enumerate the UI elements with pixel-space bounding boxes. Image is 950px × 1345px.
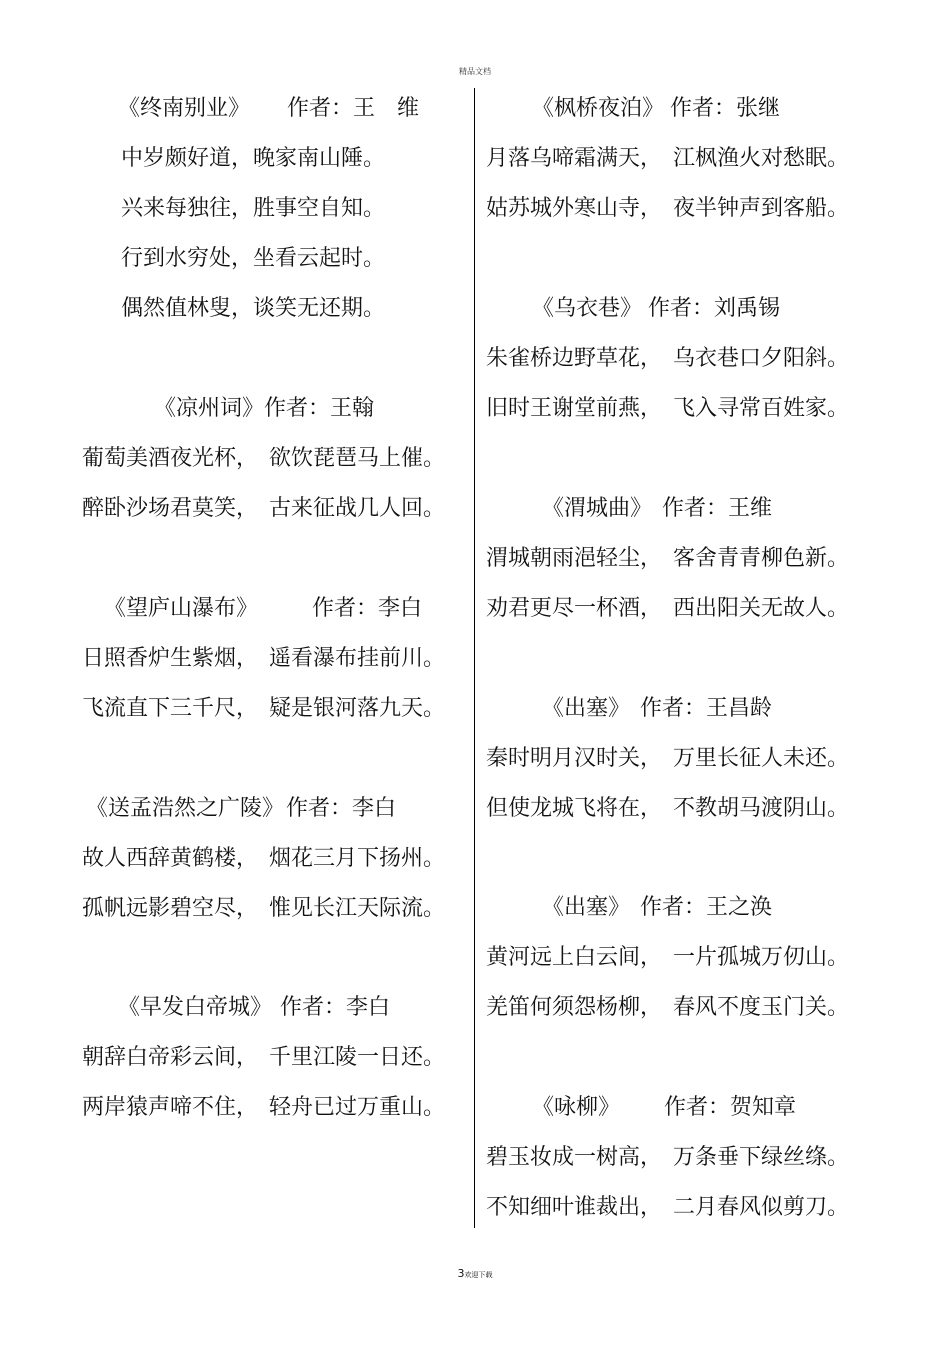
page-number: 3 <box>457 1267 465 1280</box>
poem-title: 《枫桥夜泊》 <box>532 96 665 121</box>
poem-line: 不知细叶谁裁出， 二月春风似剪刀。 <box>486 1195 850 1220</box>
poem-line: 但使龙城飞将在， 不教胡马渡阴山。 <box>486 796 850 821</box>
poem-line: 兴来每独往，胜事空自知。 <box>121 196 386 221</box>
poem-author: 作者：李白 <box>312 596 423 621</box>
poem-title: 《渭城曲》 <box>542 496 653 521</box>
poem-title: 《终南别业》 <box>118 96 251 121</box>
poem-author: 作者：王翰 <box>264 396 375 421</box>
poem-title: 《出塞》 <box>542 895 631 920</box>
poem-line: 故人西辞黄鹤楼， 烟花三月下扬州。 <box>82 846 446 871</box>
poem-line: 黄河远上白云间， 一片孤城万仞山。 <box>486 945 850 970</box>
poem-line: 两岸猿声啼不住， 轻舟已过万重山。 <box>82 1095 446 1120</box>
poem-line: 醉卧沙场君莫笑， 古来征战几人回。 <box>82 496 446 521</box>
page-footer <box>0 1262 950 1281</box>
poem-author: 作者：张继 <box>670 96 781 121</box>
poem-title: 《咏柳》 <box>532 1095 621 1120</box>
poem-line: 碧玉妆成一树高， 万条垂下绿丝绦。 <box>486 1145 850 1170</box>
poem-line: 飞流直下三千尺， 疑是银河落九天。 <box>82 696 446 721</box>
poem-author: 作者：李白 <box>280 995 391 1020</box>
poem-line: 行到水穷处，坐看云起时。 <box>121 246 386 271</box>
poem-author: 作者：王之涣 <box>640 895 773 920</box>
poem-line: 姑苏城外寒山寺， 夜半钟声到客船。 <box>486 196 850 221</box>
poem-line: 偶然值林叟，谈笑无还期。 <box>121 296 386 321</box>
poem-line: 朝辞白帝彩云间， 千里江陵一日还。 <box>82 1045 446 1070</box>
poem-line: 渭城朝雨浥轻尘， 客舍青青柳色新。 <box>486 546 850 571</box>
poem-line: 葡萄美酒夜光杯， 欲饮琵琶马上催。 <box>82 446 446 471</box>
poem-author: 作者：王昌龄 <box>640 696 773 721</box>
page-header: 精品文档 <box>459 67 491 76</box>
poem-line: 朱雀桥边野草花， 乌衣巷口夕阳斜。 <box>486 346 850 371</box>
poem-line: 秦时明月汉时关， 万里长征人未还。 <box>486 746 850 771</box>
poem-line: 劝君更尽一杯酒， 西出阳关无故人。 <box>486 596 850 621</box>
poem-author: 作者：刘禹锡 <box>648 296 781 321</box>
poem-title: 《出塞》 <box>542 696 631 721</box>
poem-author: 作者：李白 <box>286 796 397 821</box>
poem-line: 中岁颇好道，晚家南山陲。 <box>121 146 386 171</box>
poem-line: 日照香炉生紫烟， 遥看瀑布挂前川。 <box>82 646 446 671</box>
poem-title: 《望庐山瀑布》 <box>104 596 259 621</box>
poem-title: 《乌衣巷》 <box>532 296 643 321</box>
poem-line: 月落乌啼霜满天， 江枫渔火对愁眠。 <box>486 146 850 171</box>
poem-title: 《凉州词》 <box>154 396 265 421</box>
poem-title: 《送孟浩然之广陵》 <box>86 796 285 821</box>
column-divider <box>474 88 475 1228</box>
poem-line: 孤帆远影碧空尽， 惟见长江天际流。 <box>82 896 446 921</box>
footer-text: 欢迎下载 <box>464 1271 493 1279</box>
poem-title: 《早发白帝城》 <box>118 995 273 1020</box>
poem-author: 作者：王 维 <box>287 96 420 121</box>
poem-line: 羌笛何须怨杨柳， 春风不度玉门关。 <box>486 995 850 1020</box>
poem-line: 旧时王谢堂前燕， 飞入寻常百姓家。 <box>486 396 850 421</box>
poem-author: 作者：王维 <box>662 496 773 521</box>
poem-author: 作者：贺知章 <box>664 1095 797 1120</box>
